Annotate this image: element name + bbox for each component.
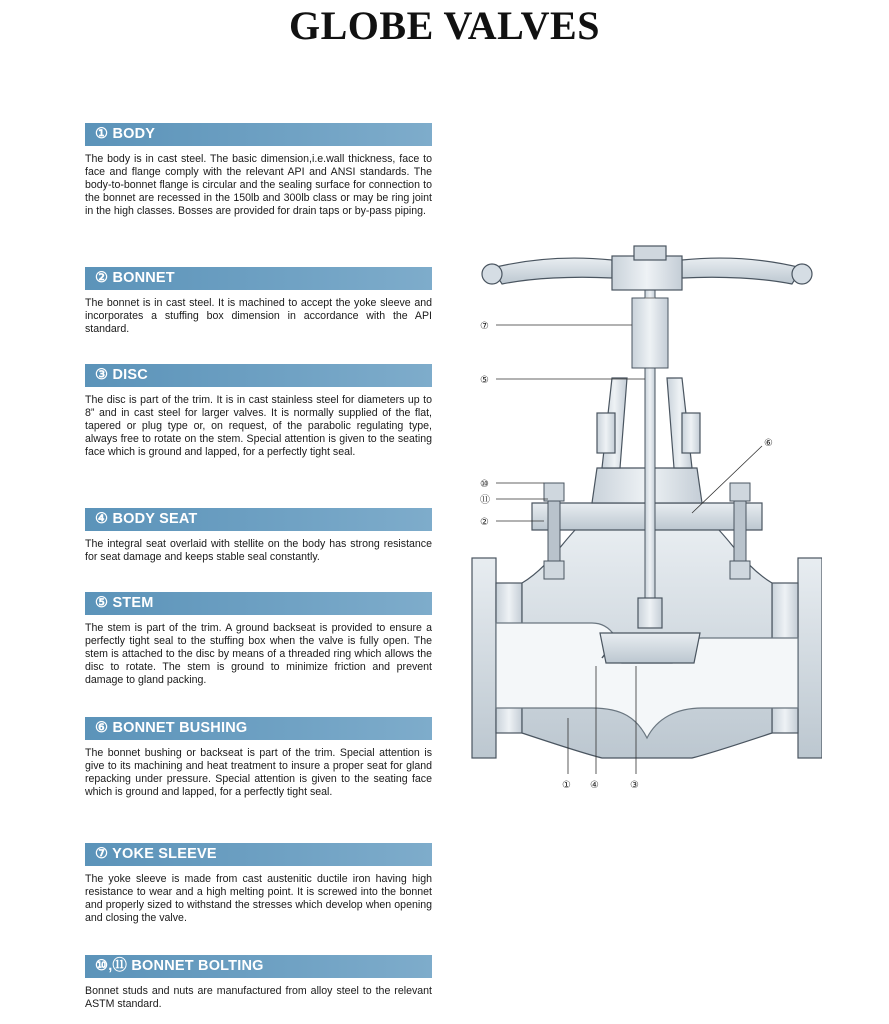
section-bonnet-bushing: [85, 717, 432, 799]
section-header: [85, 267, 432, 290]
callout-bonnet: ②: [480, 517, 489, 528]
handwheel: [482, 246, 812, 290]
section-text: The bonnet bushing or backseat is part of the trim. Special attention is give to its machining and heat treatment to insure a proper seat for gland repacking under pressure. Special attention is given to the seating face which is ground and lapped, for a perfectly tight seal.: [85, 747, 432, 798]
callout-body-seat: ④: [590, 780, 599, 791]
section-header: [85, 843, 432, 866]
globe-valve-diagram: [462, 238, 822, 798]
section-text: The bonnet is in cast steel. It is machined to accept the yoke sleeve and incorporates a stuffing box dimension in accordance with the API standard.: [85, 297, 432, 335]
section-body: [85, 123, 432, 218]
page-title: GLOBE VALVES: [289, 3, 600, 48]
section-marker: ③: [95, 367, 109, 383]
section-disc: [85, 364, 432, 459]
section-body-seat: [85, 508, 432, 564]
section-title: BONNET: [112, 270, 175, 286]
section-title: STEM: [112, 595, 154, 611]
section-header: [85, 364, 432, 387]
section-title: BONNET BOLTING: [131, 958, 264, 974]
section-header: [85, 508, 432, 531]
section-text: The stem is part of the trim. A ground backseat is provided to ensure a perfectly tight seal to the stuffing box when the valve is fully open. The stem is attached to the disc by means of a threaded ring which allows the disc to rotate. The stem is ground to minimize friction and prevent damage to gland packing.: [85, 622, 432, 686]
section-title: BONNET BUSHING: [112, 720, 248, 736]
callout-body: ①: [562, 780, 571, 791]
section-title: YOKE SLEEVE: [112, 846, 217, 862]
section-header: [85, 717, 432, 740]
section-text: The integral seat overlaid with stellite on the body has strong resistance for seat damage and keeps stable seal constantly.: [85, 538, 432, 563]
callout-stem: ⑤: [480, 375, 489, 386]
section-text: The disc is part of the trim. It is in cast stainless steel for diameters up to 8” and in cast steel for larger valves. It is normally supplied of the flat, tapered or plug type or, on request, of the parabolic regulating type, always free to rotate on the stem. Special attention is given to the seating face which is ground and lapped, for a perfectly tight seal.: [85, 394, 432, 458]
section-header: [85, 592, 432, 615]
section-text: The yoke sleeve is made from cast austenitic ductile iron having high resistance to wear and a high melting point. It is screwed into the bonnet and properly sized to withstand the stresses which develop when opening and closing the valve.: [85, 873, 432, 924]
section-text: The body is in cast steel. The basic dimension,i.e.wall thickness, face to face and flange comply with the relevant API and ANSI standards. The body-to-bonnet flange is circular and the sealing surface for connection to the bonnet are recessed in the 150lb and 300lb class or may be ring joint in the high classes. Bosses are provided for drain taps or by-pass piping.: [85, 153, 432, 217]
section-header: [85, 123, 432, 146]
section-marker: ④: [95, 511, 109, 527]
section-bonnet-bolting: [85, 955, 432, 1011]
section-yoke-sleeve: [85, 843, 432, 925]
section-marker: ⑤: [95, 595, 109, 611]
callout-bonnet-bushing: ⑥: [764, 438, 773, 449]
callout-stud: ⑪: [480, 495, 490, 506]
callout-disc: ③: [630, 780, 639, 791]
section-title: DISC: [112, 367, 148, 383]
section-marker: ②: [95, 270, 109, 286]
callout-nut: ⑩: [480, 479, 489, 490]
section-title: BODY SEAT: [112, 511, 198, 527]
callout-yoke-sleeve: ⑦: [480, 321, 489, 332]
section-title: BODY: [112, 126, 156, 142]
section-header: [85, 955, 432, 978]
section-marker: ①: [95, 126, 109, 142]
section-marker: ⑦: [95, 846, 109, 862]
section-stem: [85, 592, 432, 687]
section-bonnet: [85, 267, 432, 336]
section-marker: ⑥: [95, 720, 109, 736]
section-text: Bonnet studs and nuts are manufactured from alloy steel to the relevant ASTM standard.: [85, 985, 432, 1010]
section-marker: ⑩,⑪: [95, 958, 128, 974]
